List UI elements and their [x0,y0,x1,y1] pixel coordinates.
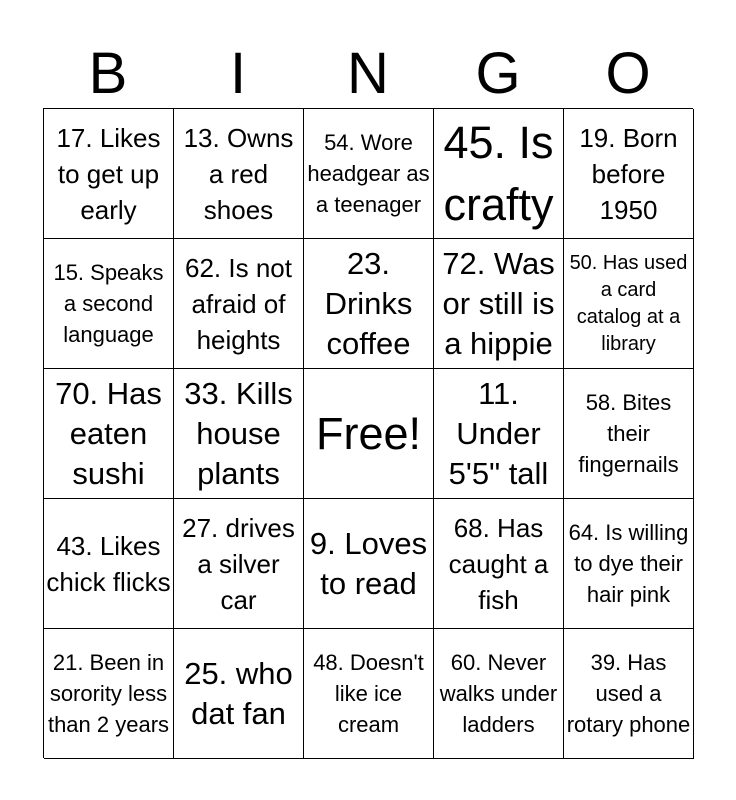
bingo-cell-text: 72. Was or still is a hippie [442,245,555,361]
bingo-cell[interactable] [434,629,564,759]
bingo-cell[interactable] [564,109,694,239]
bingo-cell-text: 70. Has eaten sushi [55,375,162,491]
bingo-cell-text: 17. Likes to get up early [56,122,161,225]
bingo-cell-text: 19. Born before 1950 [579,122,678,225]
bingo-grid [43,108,693,758]
bingo-cell-text: 13. Owns a red shoes [183,122,294,225]
bingo-cell-text: 43. Likes chick flicks [46,530,171,597]
header-letter-n: N [347,41,389,106]
bingo-cell-text: 62. Is not afraid of heights [185,252,292,355]
bingo-cell[interactable] [564,239,694,369]
header-letter-g: G [475,41,521,106]
bingo-cell[interactable] [44,499,174,629]
bingo-cell-text: Free! [315,407,422,459]
bingo-cell[interactable] [434,109,564,239]
bingo-cell[interactable] [434,369,564,499]
bingo-cell[interactable] [564,629,694,759]
bingo-cell-text: 21. Been in sorority less than 2 years [47,650,170,737]
bingo-cell[interactable] [44,369,174,499]
bingo-cell-text: 33. Kills house plants [184,375,293,491]
bingo-cell-text: 60. Never walks under ladders [439,650,558,737]
bingo-cell[interactable] [174,369,304,499]
bingo-cell-text: 50. Has used a card catalog at a library [569,251,688,355]
bingo-cell[interactable] [304,629,434,759]
bingo-cell[interactable] [174,629,304,759]
bingo-cell-text: 15. Speaks a second language [53,260,164,347]
bingo-cell[interactable] [434,499,564,629]
bingo-cell[interactable] [564,369,694,499]
bingo-cell-text: 54. Wore headgear as a teenager [307,130,430,217]
bingo-cell-text: 25. who dat fan [184,655,293,731]
bingo-cell-text: 23. Drinks coffee [324,245,413,361]
bingo-cell[interactable] [304,499,434,629]
bingo-cell[interactable] [44,239,174,369]
bingo-cell[interactable] [564,499,694,629]
header-letter-o: O [605,41,651,106]
bingo-cell-text: 64. Is willing to dye their hair pink [568,520,689,607]
bingo-cell[interactable] [174,239,304,369]
bingo-cell[interactable] [434,239,564,369]
bingo-cell-text: 11. Under 5'5" tall [448,375,549,491]
bingo-cell[interactable] [304,239,434,369]
header-letter-i: I [229,41,247,106]
bingo-cell-text: 48. Doesn't like ice cream [313,650,424,737]
bingo-cell[interactable] [304,109,434,239]
bingo-cell[interactable] [174,499,304,629]
bingo-cell-text: 27. drives a silver car [182,512,295,615]
bingo-cell-text: 39. Has used a rotary phone [566,650,691,737]
bingo-cell[interactable] [44,629,174,759]
header-letter-b: B [88,41,128,106]
bingo-cell-text: 68. Has caught a fish [448,512,549,615]
bingo-cell[interactable] [174,109,304,239]
bingo-cell-text: 58. Bites their fingernails [578,390,679,477]
bingo-cell-text: 9. Loves to read [309,525,428,601]
free-space-cell[interactable] [304,369,434,499]
bingo-header [43,40,693,108]
bingo-cell-text: 45. Is crafty [443,116,554,230]
bingo-cell[interactable] [44,109,174,239]
